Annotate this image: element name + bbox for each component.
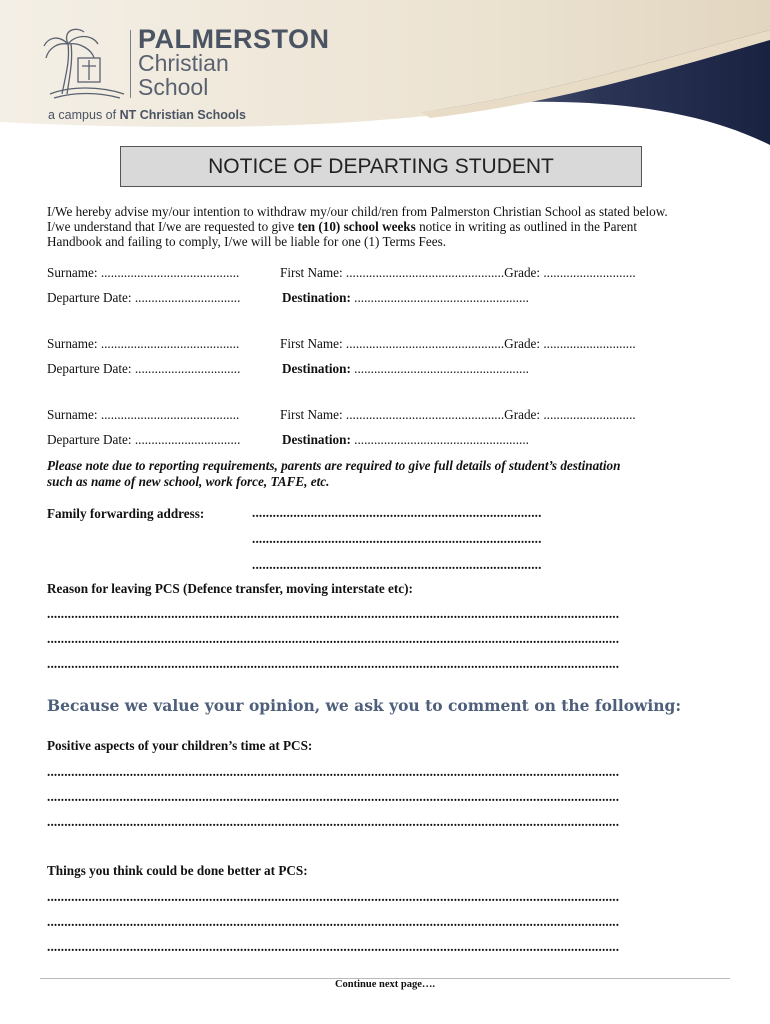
continue-next-page: Continue next page…. [329, 979, 441, 990]
school-logo [40, 24, 130, 102]
improvements-label: Things you think could be done better at PCS: [47, 863, 308, 878]
improvements-field-1[interactable]: ...................................................................................................................................................................... [47, 889, 620, 904]
forwarding-address-field-1[interactable]: .................................................................................... [252, 505, 542, 520]
positive-field-1[interactable]: ...................................................................................................................................................................... [47, 764, 620, 779]
opinion-heading: Because we value your opinion, we ask you to comment on the following: [47, 696, 682, 715]
departure-date-field-2[interactable]: Departure Date: ................................ [47, 361, 241, 376]
forwarding-address-field-2[interactable]: .................................................................................... [252, 531, 542, 546]
destination-field-3[interactable]: Destination: ..................................................... [282, 432, 529, 447]
intro-line-3: Handbook and failing to comply, I/we will be liable for one (1) Terms Fees. [47, 234, 446, 249]
reason-field-3[interactable]: ...................................................................................................................................................................... [47, 656, 620, 671]
campus-line: a campus of NT Christian Schools [48, 108, 246, 122]
firstname-grade-field-3[interactable]: First Name: ................................................Grade: ............................ [280, 407, 636, 422]
surname-field-2[interactable]: Surname: .......................................... [47, 336, 240, 351]
intro-line-2: I/we understand that I/we are requested to give ten (10) school weeks notice in writing as outlined in the Parent [47, 219, 637, 234]
forwarding-address-label: Family forwarding address: [47, 506, 205, 521]
firstname-grade-field-1[interactable]: First Name: ................................................Grade: ............................ [280, 265, 636, 280]
school-name: PALMERSTON [138, 24, 330, 54]
surname-field-1[interactable]: Surname: .......................................... [47, 265, 240, 280]
footer [0, 974, 770, 992]
departure-date-field-1[interactable]: Departure Date: ................................ [47, 290, 241, 305]
destination-field-2[interactable]: Destination: ..................................................... [282, 361, 529, 376]
departure-date-field-3[interactable]: Departure Date: ................................ [47, 432, 241, 447]
improvements-field-3[interactable]: ...................................................................................................................................................................... [47, 939, 620, 954]
reason-field-1[interactable]: ...................................................................................................................................................................... [47, 606, 620, 621]
reason-label: Reason for leaving PCS (Defence transfer, moving interstate etc): [47, 581, 413, 596]
forwarding-address-field-3[interactable]: .................................................................................... [252, 557, 542, 572]
reason-field-2[interactable]: ...................................................................................................................................................................... [47, 631, 620, 646]
positive-aspects-label: Positive aspects of your children’s time at PCS: [47, 738, 313, 753]
intro-line-1: I/We hereby advise my/our intention to withdraw my/our child/ren from Palmerston Christian School as stated below. [47, 204, 668, 219]
surname-field-3[interactable]: Surname: .......................................... [47, 407, 240, 422]
logo-divider [130, 30, 131, 98]
positive-field-2[interactable]: ...................................................................................................................................................................... [47, 789, 620, 804]
improvements-field-2[interactable]: ...................................................................................................................................................................... [47, 914, 620, 929]
reporting-note-line-1: Please note due to reporting requirements, parents are required to give full details of student’s destination [47, 458, 621, 473]
reporting-note-line-2: such as name of new school, work force, TAFE, etc. [47, 474, 330, 489]
positive-field-3[interactable]: ...................................................................................................................................................................... [47, 814, 620, 829]
destination-field-1[interactable]: Destination: ..................................................... [282, 290, 529, 305]
page-title: NOTICE OF DEPARTING STUDENT [120, 146, 642, 187]
school-name-sub: Christian School [138, 50, 229, 100]
firstname-grade-field-2[interactable]: First Name: ................................................Grade: ............................ [280, 336, 636, 351]
